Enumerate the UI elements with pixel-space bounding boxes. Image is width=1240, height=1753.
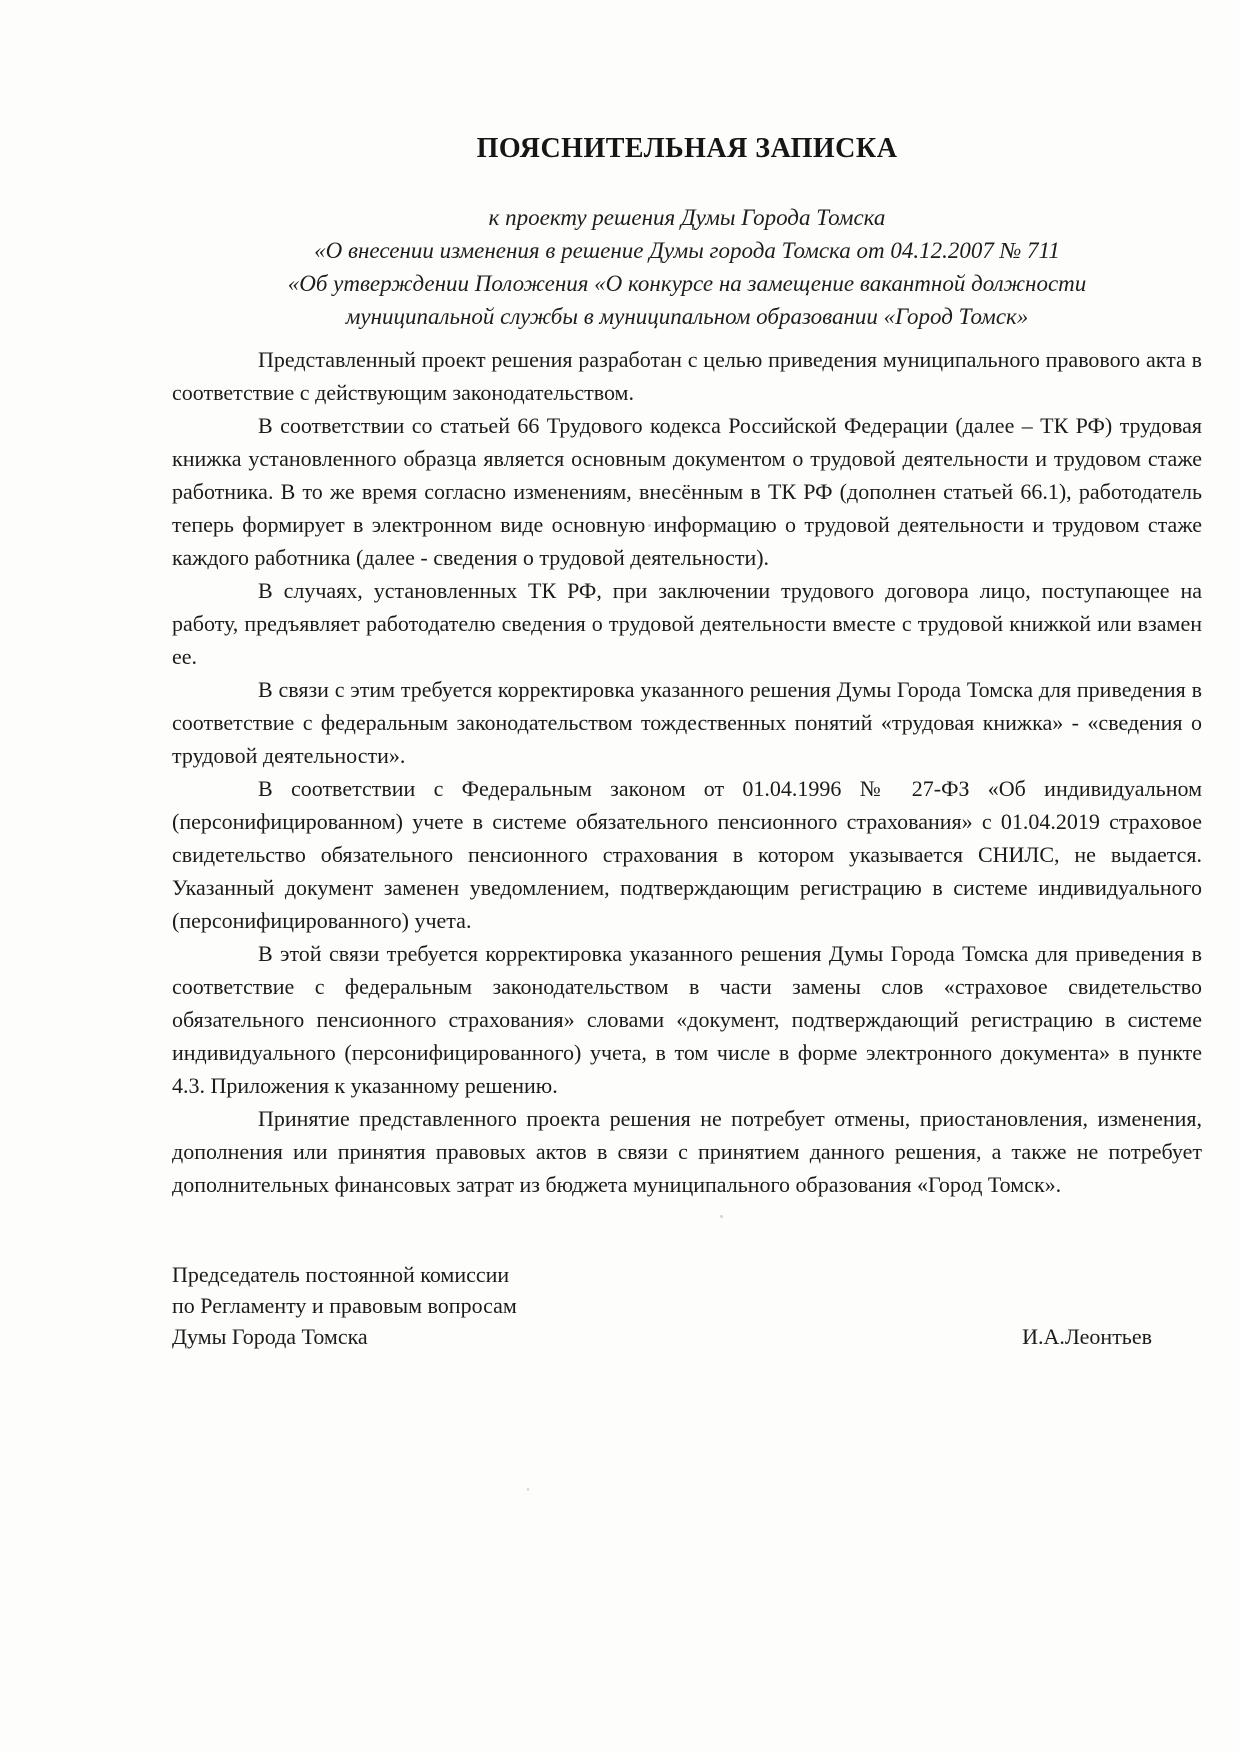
document-subtitle [172,201,1202,333]
paragraph: В этой связи требуется корректировка указанного решения Думы Города Томска для приведения в соответствие с федеральным законодательством в части замены слов «страховое свидетельство обязательного пенсионного страхования» словами «документ, подтверждающий регистрацию в системе индивидуального (персонифицированного) учета, в том числе в форме электронного документа» в пункте 4.3. Приложения к указанному решению. [172,941,1202,1098]
scan-speckle [808,526,810,530]
subtitle-line: к проекту решения Думы Города Томска [488,205,886,230]
paragraph: Принятие представленного проекта решения не потребует отмены, приостановления, изменения, дополнения или принятия правовых актов в связи с принятием данного решения, а также не потребует дополнительных финансовых затрат из бюджета муниципального образования «Город Томск». [172,1106,1202,1197]
signature-name: И.А.Леонтьев [1022,1324,1152,1349]
document-body [172,343,1202,1201]
signature-block [172,1259,1202,1352]
paragraph: В соответствии с Федеральным законом от 01.04.1996 № 27-ФЗ «Об индивидуальном (персонифицированном) учете в системе обязательного пенсионного страхования» с 01.04.2019 страховое свидетельство обязательного пенсионного страхования в котором указывается СНИЛС, не выдается. Указанный документ заменен уведомлением, подтверждающим регистрацию в системе индивидуального (персонифицированного) учета. [172,776,1202,933]
paragraph: В связи с этим требуется корректировка указанного решения Думы Города Томска для приведения в соответствие с федеральным законодательством тождественных понятий «трудовая книжка» - «сведения о трудовой деятельности». [172,677,1202,768]
signature-position-line: Думы Города Томска [172,1324,368,1349]
paragraph: В соответствии со статьей 66 Трудового кодекса Российской Федерации (далее – ТК РФ) трудовая книжка установленного образца является основным документом о трудовой деятельности и трудовом стаже работника. В то же время согласно изменениям, внесённым в ТК РФ (дополнен статьей 66.1), работодатель теперь формирует в электронном виде основную информацию о трудовой деятельности и трудовом стаже каждого работника (далее - сведения о трудовой деятельности). [172,413,1202,570]
scan-speckle [648,524,651,527]
subtitle-line: «Об утверждении Положения «О конкурсе на замещение вакантной должности [287,271,1087,296]
document-title: ПОЯСНИТЕЛЬНАЯ ЗАПИСКА [476,133,898,164]
paragraph: Представленный проект решения разработан с целью приведения муниципального правового акта в соответствие с действующим законодательством. [172,347,1202,405]
subtitle-line: «О внесении изменения в решение Думы города Томска от 04.12.2007 № 711 [314,238,1060,263]
subtitle-line: муниципальной службы в муниципальном образовании «Город Томск» [345,304,1029,329]
scan-speckle [527,1488,529,1491]
signature-position [172,1259,517,1352]
scan-speckle [720,1215,723,1218]
signature-position-line: по Регламенту и правовым вопросам [172,1293,517,1318]
paragraph: В случаях, установленных ТК РФ, при заключении трудового договора лицо, поступающее на работу, предъявляет работодателю сведения о трудовой деятельности вместе с трудовой книжкой или взамен ее. [172,578,1202,669]
signature-position-line: Председатель постоянной комиссии [172,1262,510,1287]
